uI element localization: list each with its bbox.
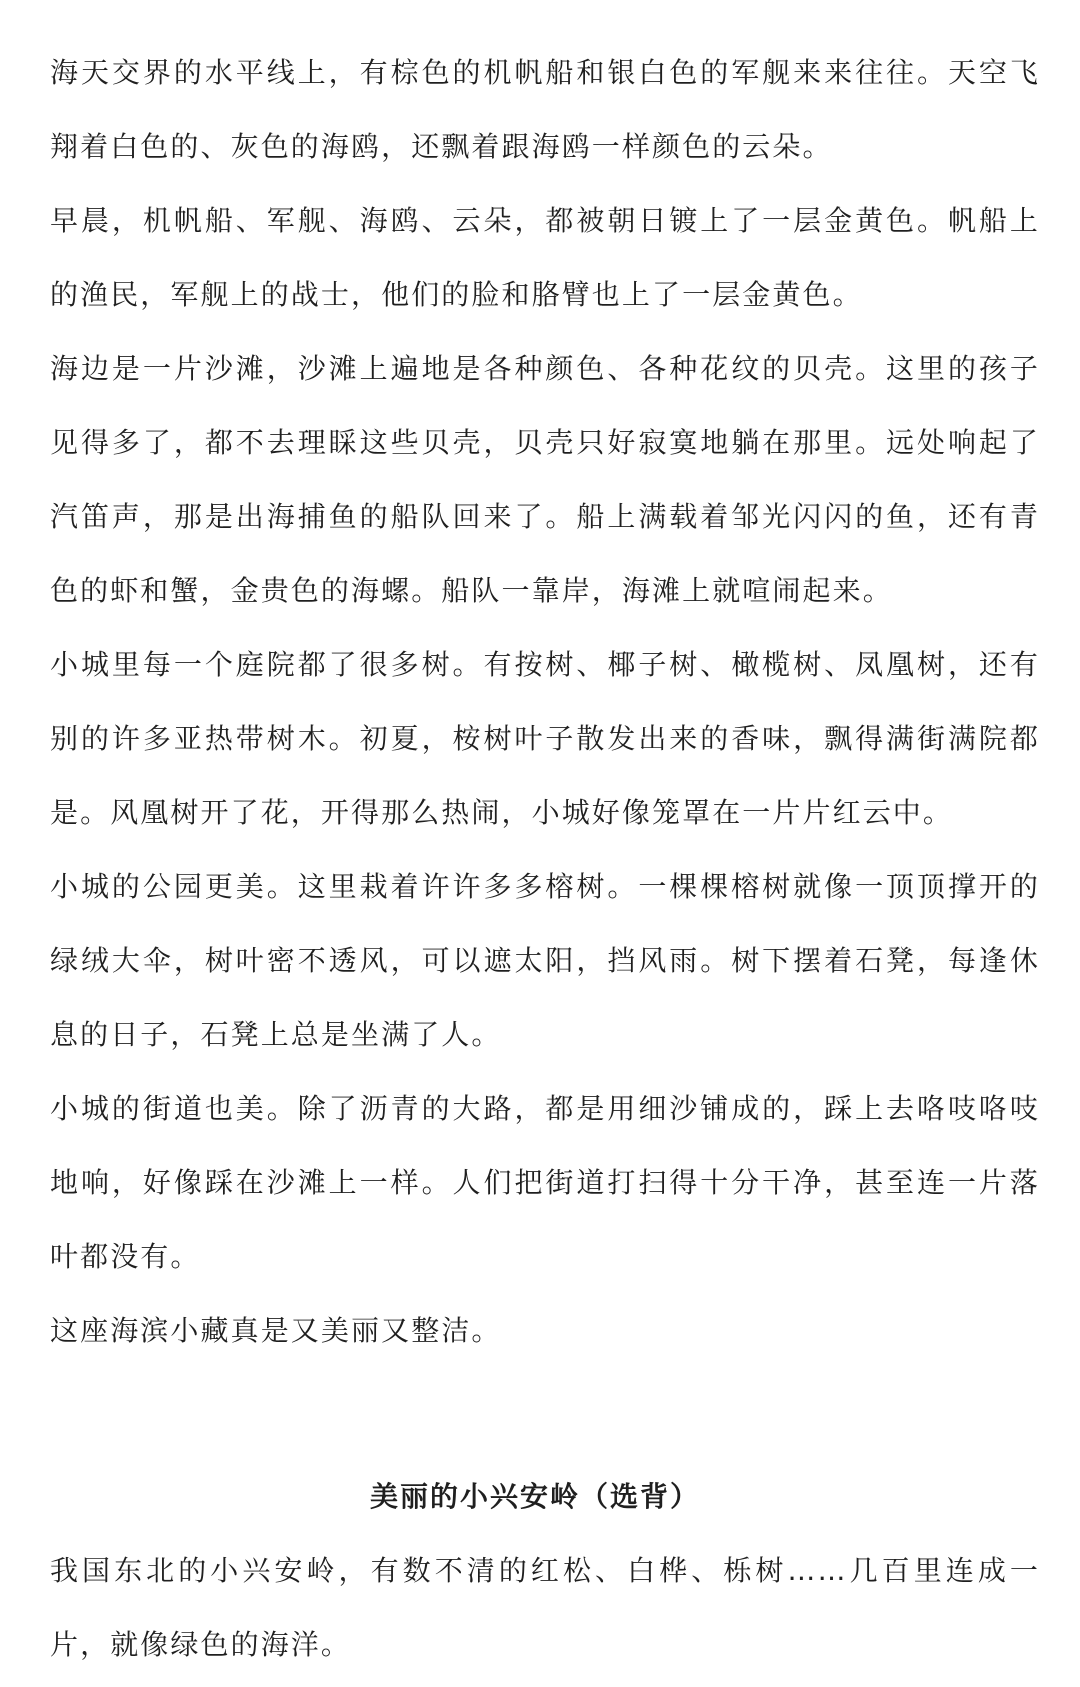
paragraph-xiaoxinganling: 我国东北的小兴安岭，有数不清的红松、白桦、栎树……几百里连成一片，就像绿色的海洋。 bbox=[50, 1554, 1040, 1661]
paragraph-streets: 小城的街道也美。除了沥青的大路，都是用细沙铺成的，踩上去咯吱咯吱地响，好像踩在沙滩上一样。人们把街道打扫得十分干净，甚至连一片落叶都没有。 bbox=[50, 1092, 1040, 1273]
paragraph-morning: 早晨，机帆船、军舰、海鸥、云朵，都被朝日镀上了一层金黄色。帆船上的渔民，军舰上的战士，他们的脸和胳臂也上了一层金黄色。 bbox=[50, 204, 1040, 311]
section-title: 美丽的小兴安岭（选背） bbox=[369, 1480, 700, 1513]
paragraph-conclusion: 这座海滨小藏真是又美丽又整洁。 bbox=[50, 1314, 502, 1347]
paragraph-courtyard-trees: 小城里每一个庭院都了很多树。有按树、椰子树、橄榄树、凤凰树，还有别的许多亚热带树木。初夏，桉树叶子散发出来的香味，飘得满街满院都是。风凰树开了花，开得那么热闹，小城好像笼罩在一片片红云中。 bbox=[50, 648, 1040, 829]
paragraph-park: 小城的公园更美。这里栽着许许多多榕树。一棵棵榕树就像一顶顶撑开的绿绒大伞，树叶密不透风，可以遮太阳，挡风雨。树下摆着石凳，每逢休息的日子，石凳上总是坐满了人。 bbox=[50, 870, 1040, 1051]
paragraph-sea-horizon: 海天交界的水平线上，有棕色的机帆船和银白色的军舰来来往往。天空飞翔着白色的、灰色的海鸥，还飘着跟海鸥一样颜色的云朵。 bbox=[50, 56, 1040, 163]
paragraph-beach: 海边是一片沙滩，沙滩上遍地是各种颜色、各种花纹的贝壳。这里的孩子见得多了，都不去理睬这些贝壳，贝壳只好寂寞地躺在那里。远处响起了汽笛声，那是出海捕鱼的船队回来了。船上满载着邹光闪闪的鱼，还有青色的虾和蟹，金贵色的海螺。船队一靠岸，海滩上就喧闹起来。 bbox=[50, 352, 1040, 607]
